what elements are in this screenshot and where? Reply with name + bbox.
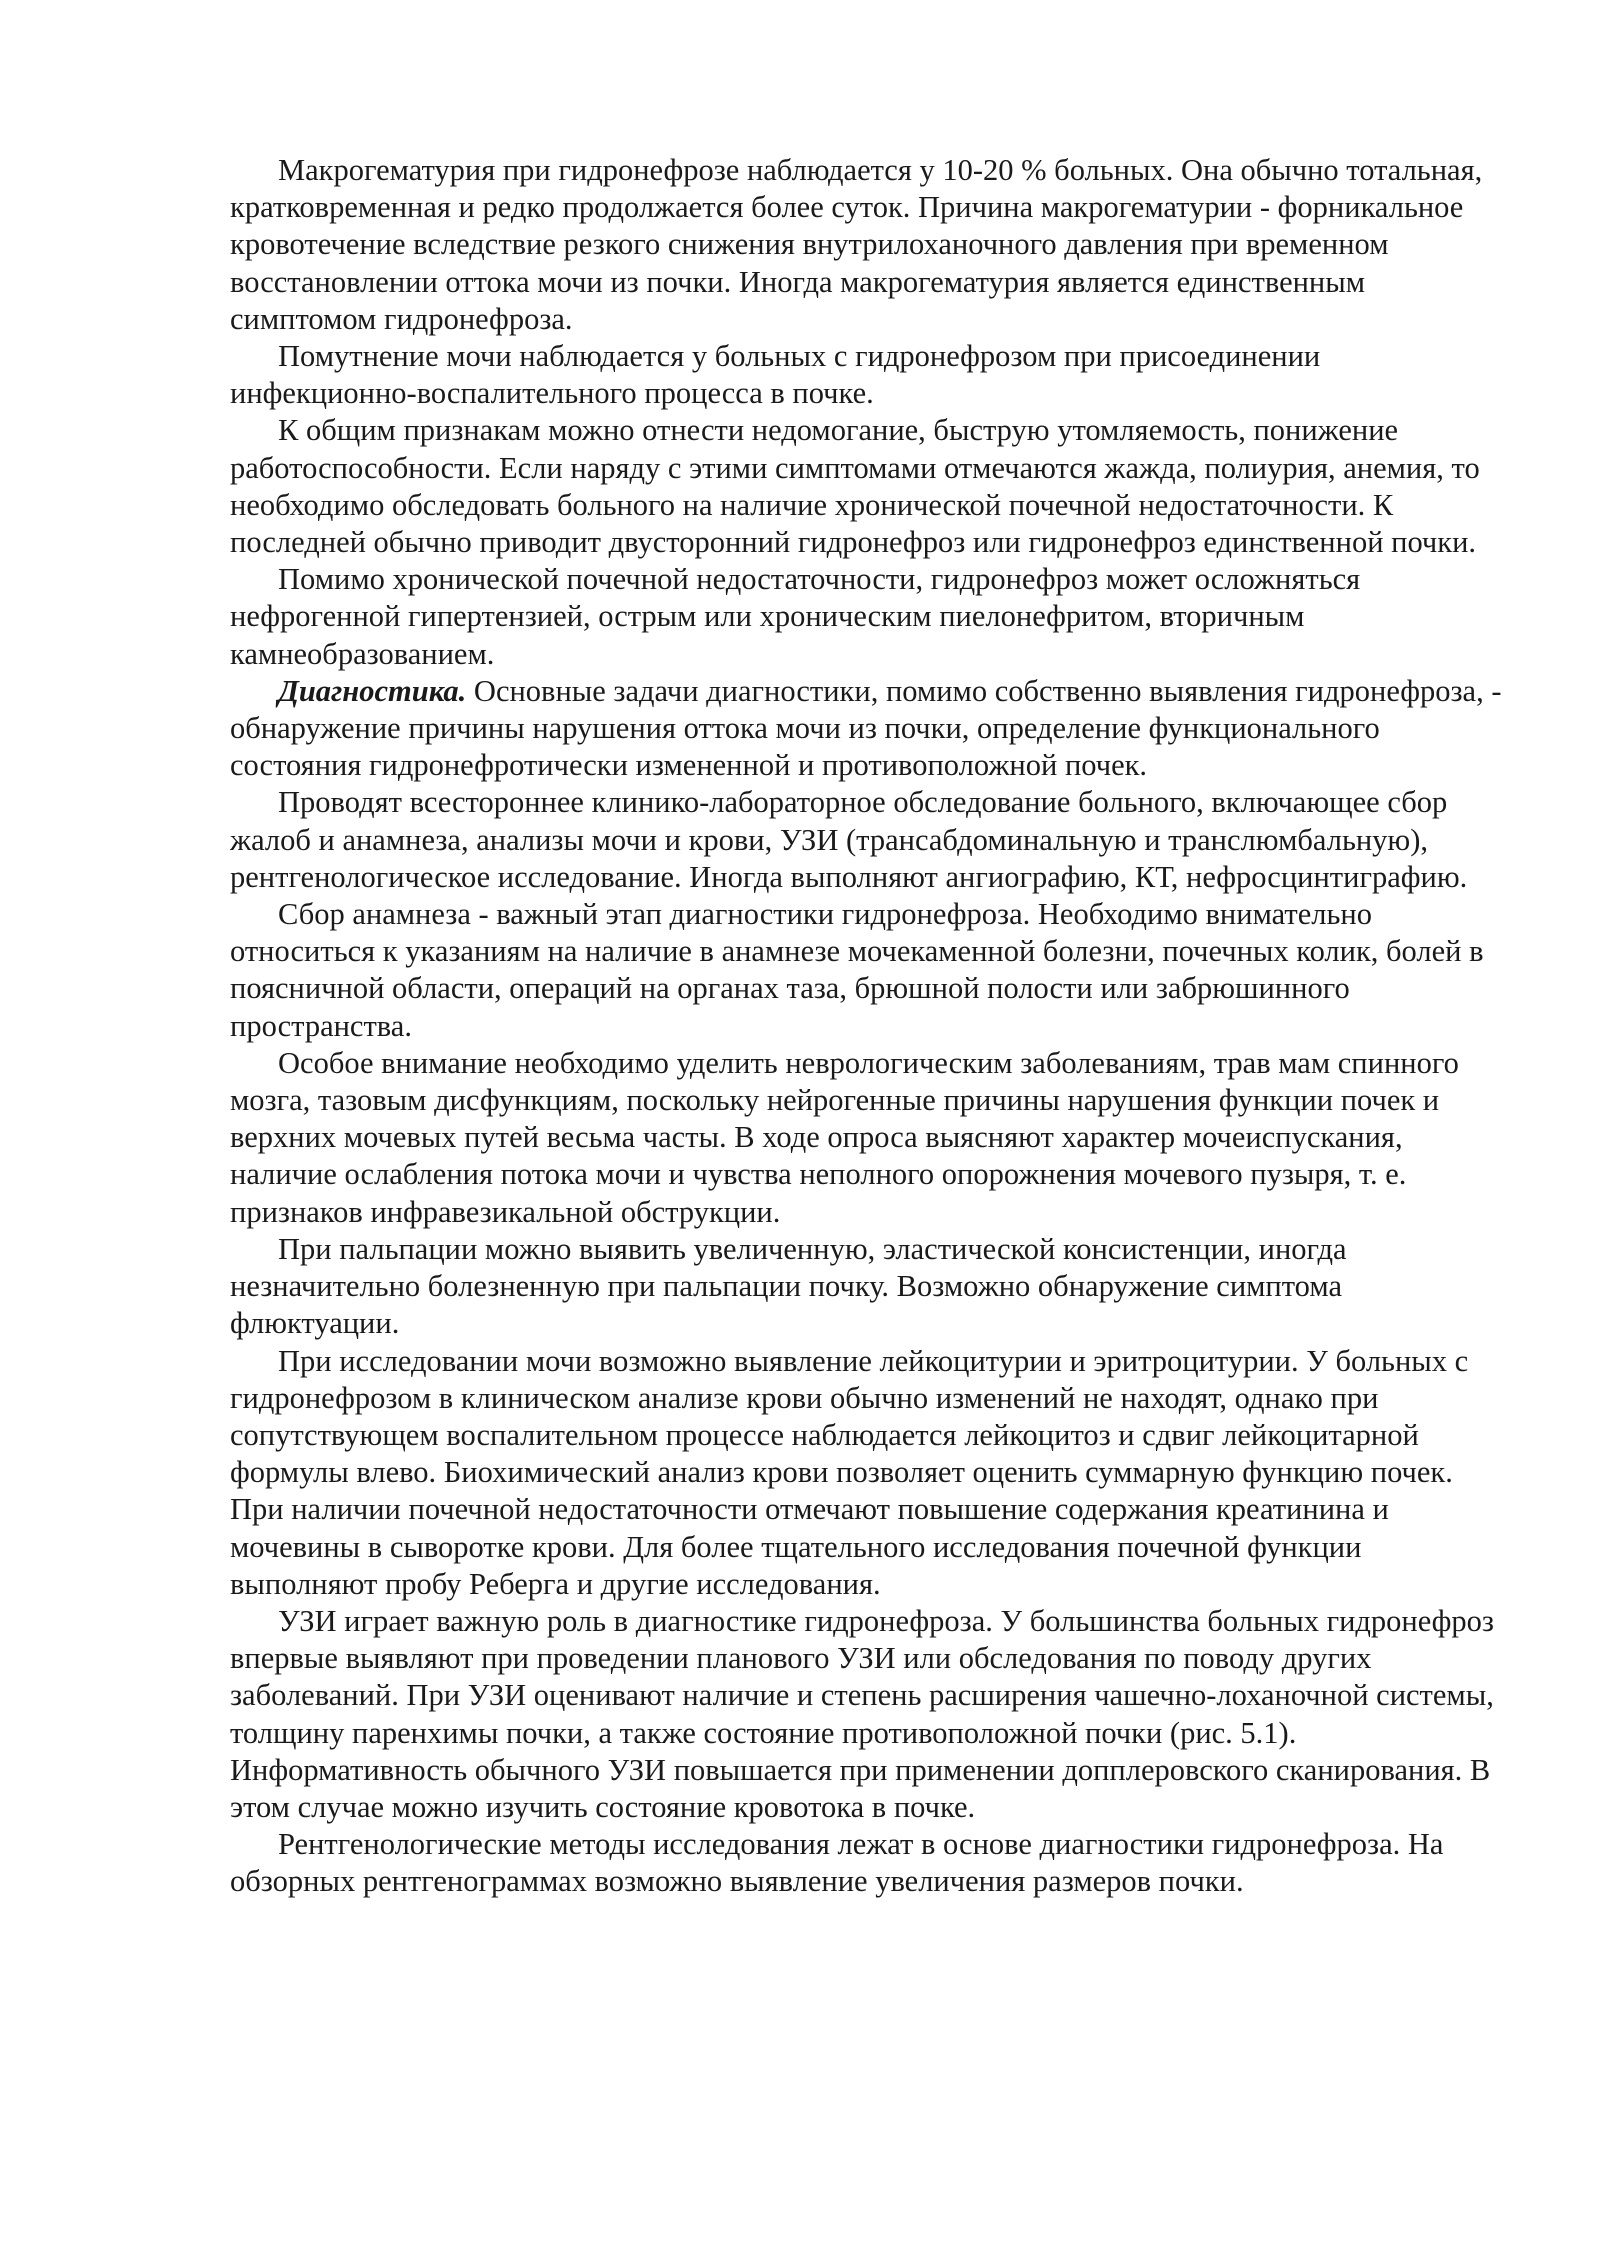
paragraph-text: УЗИ играет важную роль в диагностике гидронефроза. У большинства больных гидронефроз впервые выявляют при проведении планового УЗИ или обследования по поводу других заболеваний. При УЗИ оценивают наличие и степень расширения чашечно-лоханочной системы, толщину паренхимы почки, а также состояние противоположной почки (рис. 5.1). Информативность обычного УЗИ повышается при применении допплеровского сканирования. В этом случае можно изучить состояние кровотока в почке. xyxy=(230,1603,1494,1824)
paragraph-text: При пальпации можно выявить увеличенную, эластической консистенции, иногда незначительно болезненную при пальпации почку. Возможно обнаружение симптома флюктуации. xyxy=(230,1231,1347,1341)
paragraph-general-signs xyxy=(230,412,1510,561)
paragraph-text: Рентгенологические методы исследования лежат в основе диагностики гидронефроза. На обзорных рентгенограммах возможно выявление увеличения размеров почки. xyxy=(230,1827,1444,1899)
paragraph-text: Помутнение мочи наблюдается у больных с гидронефрозом при присоединении инфекционно-воспалительного процесса в почке. xyxy=(230,339,1321,411)
paragraph-complications xyxy=(230,561,1510,673)
paragraph-neurological xyxy=(230,1045,1510,1231)
document-body xyxy=(230,152,1510,1901)
paragraph-text: Помимо хронической почечной недостаточности, гидронефроз может осложняться нефрогенной гипертензией, острым или хроническим пиелонефритом, вторичным камнеобразованием. xyxy=(230,562,1361,671)
paragraph-anamnesis xyxy=(230,896,1510,1045)
paragraph-text: Проводят всестороннее клинико-лабораторное обследование больного, включающее сбор жалоб и анамнеза, анализы мочи и крови, УЗИ (трансабдоминальную и транслюмбальную), рентгенологическое исследование. Иногда выполняют ангиографию, КТ, нефросцинтиграфию. xyxy=(230,785,1468,894)
paragraph-text: Макрогематурия при гидронефрозе наблюдается у 10-20 % больных. Она обычно тотальная, кратковременная и редко продолжается более суток. Причина макрогематурии - форникальное кровотечение вследствие резкого снижения внутрилоханочного давления при временном восстановлении оттока мочи из почки. Иногда макрогематурия является единственным симптомом гидронефроза. xyxy=(230,153,1483,336)
paragraph-text: К общим признакам можно отнести недомогание, быструю утомляемость, понижение работоспособности. Если наряду с этими симптомами отмечаются жажда, полиурия, анемия, то необходимо обследовать больного на наличие хронической почечной недостаточности. К последней обычно приводит двусторонний гидронефроз или гидронефроз единственной почки. xyxy=(230,413,1480,560)
paragraph-lab-tests xyxy=(230,1343,1510,1603)
paragraph-radiology xyxy=(230,1826,1510,1900)
paragraph-text: Основные задачи диагностики, помимо собственно выявления гидронефроза, - обнаружение причины нарушения оттока мочи из почки, определение функционального состояния гидронефротически измененной и противоположной почек. xyxy=(230,673,1502,783)
paragraph-ultrasound xyxy=(230,1603,1510,1826)
paragraph-text: Сбор анамнеза - важный этап диагностики гидронефроза. Необходимо внимательно относиться к указаниям на наличие в анамнезе мочекаменной болезни, почечных колик, болей в поясничной области, операций на органах таза, брюшной полости или забрюшинного пространства. xyxy=(230,897,1484,1043)
paragraph-text: При исследовании мочи возможно выявление лейкоцитурии и эритроцитурии. У больных с гидронефрозом в клиническом анализе крови обычно изменений не находят, однако при сопутствующем воспалительном процессе наблюдается лейкоцитоз и сдвиг лейкоцитарной формулы влево. Биохимический анализ крови позволяет оценить суммарную функцию почек. При наличии почечной недостаточности отмечают повышение содержания креатинина и мочевины в сыворотке крови. Для более тщательного исследования почечной функции выполняют пробу Реберга и другие исследования. xyxy=(230,1343,1469,1601)
paragraph-cloudy-urine xyxy=(230,338,1510,412)
paragraph-macrohematuria xyxy=(230,152,1510,338)
paragraph-diagnostics xyxy=(230,673,1510,785)
section-heading-diagnostics: Диагностика. xyxy=(278,673,467,708)
paragraph-examination xyxy=(230,784,1510,896)
paragraph-text: Особое внимание необходимо уделить неврологическим заболеваниям, трав мам спинного мозга, тазовым дисфункциям, поскольку нейрогенные причины нарушения функции почек и верхних мочевых путей весьма часты. В ходе опроса выясняют характер мочеиспускания, наличие ослабления потока мочи и чувства неполного опорожнения мочевого пузыря, т. е. признаков инфравезикальной обструкции. xyxy=(230,1045,1459,1229)
paragraph-palpation xyxy=(230,1231,1510,1343)
